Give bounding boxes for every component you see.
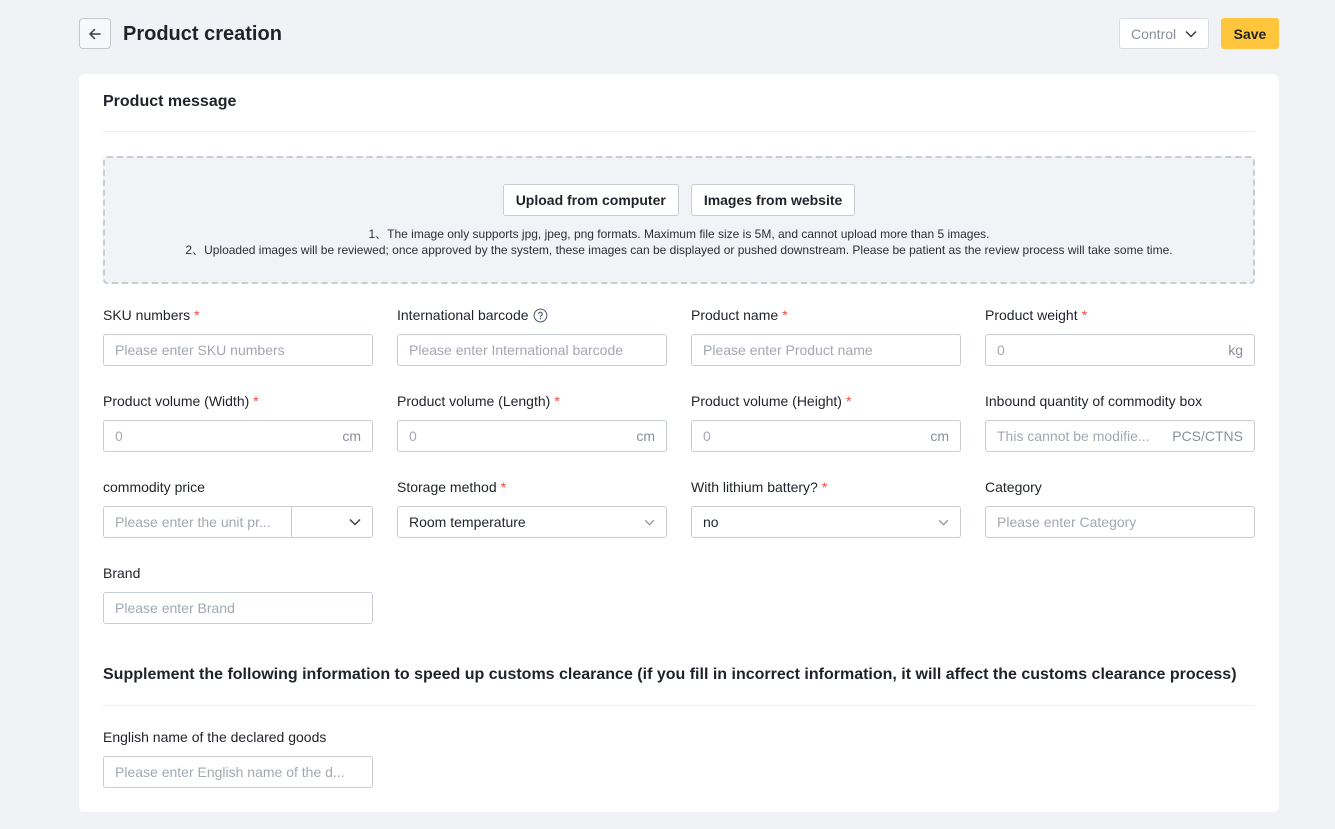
unit-suffix: PCS/CTNS	[1172, 428, 1243, 444]
control-dropdown-label: Control	[1131, 25, 1177, 42]
unit-suffix: cm	[636, 428, 655, 444]
unit-suffix: kg	[1228, 342, 1243, 358]
divider	[103, 131, 1255, 132]
section-title-customs: Supplement the following information to speed up customs clearance (if you fill in incorrect information, it will affect the customs clearance process)	[103, 666, 1237, 683]
commodity-price-input[interactable]: Please enter the unit pr...	[104, 507, 292, 537]
upload-note-2: 2、Uploaded images will be reviewed; once approved by the system, these images can be displayed or pushed downstream. Please be patient as the review process will take some time.	[185, 243, 1173, 257]
category-label: Category	[985, 479, 1042, 495]
product-weight-input[interactable]: 0 kg	[985, 334, 1255, 366]
barcode-input[interactable]: Please enter International barcode	[397, 334, 667, 366]
width-input[interactable]: 0 cm	[103, 420, 373, 452]
sku-label: SKU numbers *	[103, 307, 200, 323]
storage-method-select[interactable]: Room temperature	[397, 506, 667, 538]
category-input[interactable]: Please enter Category	[985, 506, 1255, 538]
save-button[interactable]: Save	[1221, 18, 1279, 49]
sku-input[interactable]: Please enter SKU numbers	[103, 334, 373, 366]
product-name-label: Product name *	[691, 307, 788, 323]
chevron-down-icon	[1185, 30, 1197, 38]
declared-name-input[interactable]: Please enter English name of the d...	[103, 756, 373, 788]
height-input[interactable]: 0 cm	[691, 420, 961, 452]
declared-name-label: English name of the declared goods	[103, 729, 327, 745]
arrow-left-icon	[88, 27, 102, 41]
lithium-battery-label: With lithium battery? *	[691, 479, 828, 495]
length-input[interactable]: 0 cm	[397, 420, 667, 452]
page-title: Product creation	[123, 23, 282, 45]
image-upload-zone[interactable]	[103, 156, 1255, 284]
brand-input[interactable]: Please enter Brand	[103, 592, 373, 624]
back-button[interactable]	[79, 18, 111, 49]
height-label: Product volume (Height) *	[691, 393, 852, 409]
header	[79, 18, 1279, 50]
brand-label: Brand	[103, 565, 141, 581]
width-label: Product volume (Width) *	[103, 393, 259, 409]
question-circle-icon[interactable]	[533, 308, 548, 323]
inbound-quantity-input[interactable]: This cannot be modifie... PCS/CTNS	[985, 420, 1255, 452]
control-dropdown[interactable]	[1119, 18, 1209, 49]
unit-suffix: cm	[930, 428, 949, 444]
commodity-price-label: commodity price	[103, 479, 205, 495]
chevron-down-icon	[938, 519, 949, 526]
commodity-price-group	[103, 506, 373, 538]
lithium-battery-select[interactable]: no	[691, 506, 961, 538]
form-card	[79, 74, 1279, 812]
storage-method-label: Storage method *	[397, 479, 507, 495]
product-name-input[interactable]: Please enter Product name	[691, 334, 961, 366]
section-title-product-message: Product message	[103, 93, 237, 110]
upload-note-1: 1、The image only supports jpg, jpeg, png formats. Maximum file size is 5M, and cannot upload more than 5 images.	[368, 227, 990, 241]
divider	[103, 705, 1255, 706]
barcode-label: International barcode	[397, 307, 548, 323]
images-from-website-button[interactable]: Images from website	[691, 184, 856, 216]
chevron-down-icon	[349, 518, 361, 526]
chevron-down-icon	[644, 519, 655, 526]
currency-select[interactable]	[292, 507, 372, 537]
upload-from-computer-button[interactable]: Upload from computer	[503, 184, 679, 216]
length-label: Product volume (Length) *	[397, 393, 560, 409]
unit-suffix: cm	[342, 428, 361, 444]
inbound-quantity-label: Inbound quantity of commodity box	[985, 393, 1203, 409]
product-weight-label: Product weight *	[985, 307, 1088, 323]
